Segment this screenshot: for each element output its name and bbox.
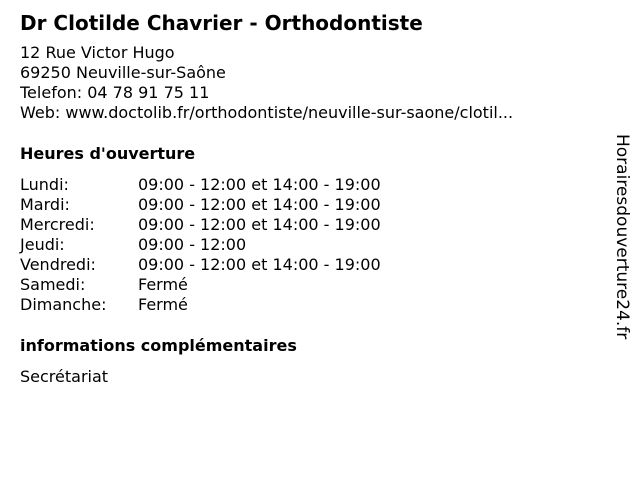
day-label: Vendredi: xyxy=(20,255,96,274)
website-link[interactable]: Web: www.doctolib.fr/orthodontiste/neuville-sur-saone/clotil... xyxy=(20,103,514,122)
day-hours: 09:00 - 12:00 xyxy=(138,235,247,254)
day-hours: Fermé xyxy=(138,295,188,314)
day-hours: 09:00 - 12:00 et 14:00 - 19:00 xyxy=(138,255,381,274)
day-hours: 09:00 - 12:00 et 14:00 - 19:00 xyxy=(138,215,381,234)
city-address: 69250 Neuville-sur-Saône xyxy=(20,63,226,82)
info-heading: informations complémentaires xyxy=(20,336,297,355)
hours-row-sunday xyxy=(20,295,600,315)
info-text: Secrétariat xyxy=(20,367,109,386)
listing-card xyxy=(20,10,600,387)
day-hours: 09:00 - 12:00 et 14:00 - 19:00 xyxy=(138,175,381,194)
phone-number: Telefon: 04 78 91 75 11 xyxy=(20,83,210,102)
day-label: Lundi: xyxy=(20,175,69,194)
day-label: Samedi: xyxy=(20,275,86,294)
day-label: Mardi: xyxy=(20,195,70,214)
site-watermark: Horairesdouverture24.fr xyxy=(612,134,632,340)
hours-row-monday xyxy=(20,175,600,195)
hours-row-tuesday xyxy=(20,195,600,215)
day-hours: 09:00 - 12:00 et 14:00 - 19:00 xyxy=(138,195,381,214)
day-label: Dimanche: xyxy=(20,295,107,314)
day-label: Mercredi: xyxy=(20,215,95,234)
page-title: Dr Clotilde Chavrier - Orthodontiste xyxy=(20,11,423,35)
hours-heading: Heures d'ouverture xyxy=(20,144,196,163)
day-hours: Fermé xyxy=(138,275,188,294)
hours-row-thursday xyxy=(20,235,600,255)
hours-table xyxy=(20,175,600,315)
day-label: Jeudi: xyxy=(20,235,65,254)
address-block xyxy=(20,43,600,123)
street-address: 12 Rue Victor Hugo xyxy=(20,43,175,62)
hours-row-friday xyxy=(20,255,600,275)
hours-row-saturday xyxy=(20,275,600,295)
hours-row-wednesday xyxy=(20,215,600,235)
